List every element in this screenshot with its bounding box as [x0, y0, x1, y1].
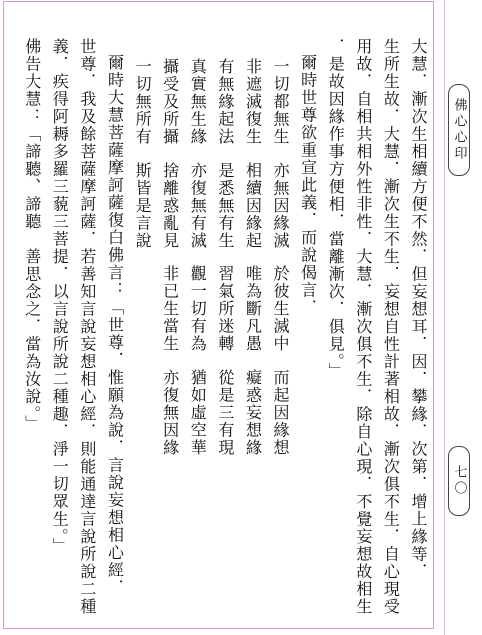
- verse-phrase: 有無緣起法: [215, 58, 235, 146]
- verse-phrase: 亦復無有滅: [188, 161, 208, 249]
- verse-phrase: 斯皆是言說: [133, 161, 153, 249]
- verse-phrase: 真實無生緣: [188, 58, 208, 146]
- verse-phrase: 唯為斷凡愚: [243, 265, 263, 353]
- text-line: 佛告大慧：「諦聽、諦聽 善思念之．當為汝說。」: [22, 38, 42, 433]
- verse-line: [128, 38, 156, 623]
- verse-intro-line: 爾時世尊欲重宣此義．而說偈言．: [298, 54, 318, 317]
- page-number-label: [448, 446, 470, 516]
- verse-phrase: 攝受及所攝: [160, 58, 180, 146]
- verse-phrase: 猶如虛空華: [188, 368, 208, 456]
- book-title: 佛心心印: [451, 98, 467, 162]
- verse-phrase: 從是三有現: [215, 368, 235, 456]
- text-line: 大慧．漸次生相續方便不然．但妄想耳．因．攀緣．次第．增上緣等．: [409, 38, 428, 581]
- verse-phrase: 習氣所迷轉: [215, 265, 235, 353]
- verse-phrase: 癡惑妄想緣: [243, 368, 263, 456]
- verse-line: [184, 38, 212, 623]
- text-line: 世尊．我及餘菩薩摩訶薩．若善知言說妄想相心經．則能通達言說所說二種: [77, 38, 97, 616]
- verse-phrase: 而起因緣想: [271, 368, 291, 456]
- verse-phrase: 一切都無生: [271, 58, 291, 146]
- verse-phrase: 非遮滅復生: [243, 58, 263, 146]
- verse-phrase: 非已生當生: [160, 265, 180, 353]
- verse-phrase: 觀一切有為: [188, 265, 208, 353]
- verse-phrase: 相續因緣起: [243, 161, 263, 249]
- text-line: 生所生故．大慧．漸次生不生．妄想自性計著相故．漸次俱不生．自心現受: [381, 38, 401, 616]
- verse-line: [266, 38, 294, 623]
- text-line: 爾時大慧菩薩摩訶薩復白佛言：「世尊．惟願為說．言說妄想相心經．: [105, 54, 125, 597]
- verse-line: [211, 38, 239, 623]
- text-line: 用故．自相共相外性非性．大慧．漸次俱不生．除自心現．不覺妄想故相生: [353, 38, 373, 616]
- text-line: 義．疾得阿耨多羅三藐三菩提．以言說所說二種趣．淨一切眾生。」: [50, 38, 70, 555]
- book-title-label: [448, 84, 470, 176]
- verse-line: [239, 38, 267, 623]
- verse-phrase: 亦復無因緣: [160, 368, 180, 456]
- verse-phrase: 一切無所有: [133, 58, 153, 146]
- verse-phrase: 是悉無有生: [215, 161, 235, 249]
- sutra-text-block: [18, 38, 432, 623]
- text-line: ．是故因緣作事方便相．當離漸次．俱見。」: [326, 38, 346, 380]
- verse-phrase: 於彼生滅中: [271, 265, 291, 353]
- verse-phrase: 亦無因緣滅: [271, 161, 291, 249]
- margin-rule: [444, 0, 445, 635]
- verse-line: [156, 38, 184, 623]
- verse-phrase: 捨離惑亂見: [160, 161, 180, 249]
- page-number: 七〇: [451, 465, 467, 497]
